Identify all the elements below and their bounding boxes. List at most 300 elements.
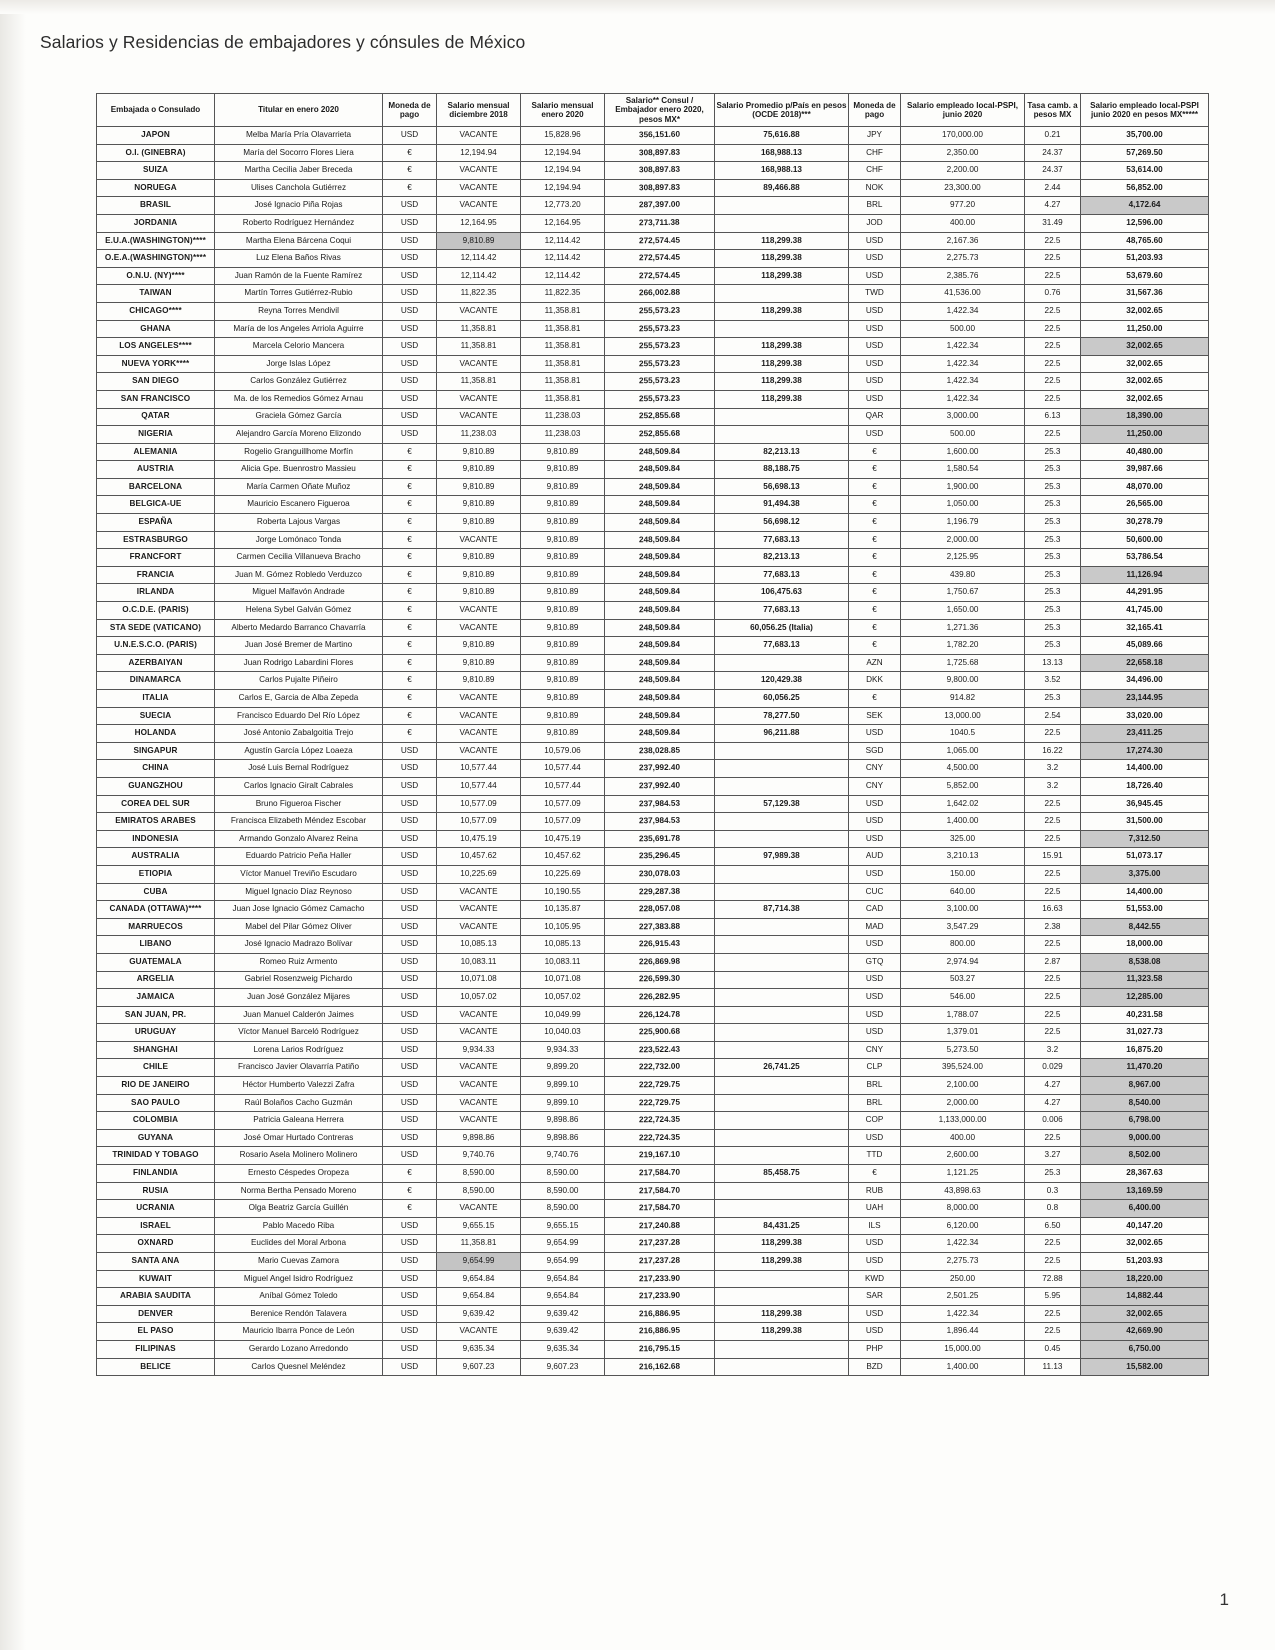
cell-moneda-local: USD <box>849 250 901 268</box>
cell-salario-local-pesos-mx: 8,538.08 <box>1081 953 1209 971</box>
cell-salario-dic2018: VACANTE <box>437 690 521 708</box>
cell-embajada: FINLANDIA <box>97 1165 215 1183</box>
cell-salario-local-pesos-mx: 23,411.25 <box>1081 725 1209 743</box>
cell-salario-ene2020: 12,114.42 <box>521 267 605 285</box>
cell-embajada: STA SEDE (VATICANO) <box>97 619 215 637</box>
cell-titular: Jorge Islas López <box>215 355 383 373</box>
cell-salario-local-pesos-mx: 18,220.00 <box>1081 1270 1209 1288</box>
cell-salario-dic2018: VACANTE <box>437 725 521 743</box>
cell-moneda-local: € <box>849 602 901 620</box>
cell-embajada: EMIRATOS ARABES <box>97 813 215 831</box>
cell-salario-local-pesos-mx: 48,765.60 <box>1081 232 1209 250</box>
cell-moneda-pago: € <box>383 672 437 690</box>
cell-tasa-cambio: 31.49 <box>1025 214 1081 232</box>
cell-embajada: FILIPINAS <box>97 1340 215 1358</box>
cell-salario-dic2018: 12,114.42 <box>437 267 521 285</box>
table-row <box>97 760 1209 778</box>
cell-moneda-local: QAR <box>849 408 901 426</box>
table-row <box>97 865 1209 883</box>
cell-salario-pesos-mx: 219,167.10 <box>605 1147 715 1165</box>
cell-tasa-cambio: 25.3 <box>1025 549 1081 567</box>
cell-titular: Romeo Ruiz Armento <box>215 953 383 971</box>
cell-embajada: ARGELIA <box>97 971 215 989</box>
cell-titular: Ulises Canchola Gutiérrez <box>215 179 383 197</box>
cell-salario-promedio: 118,299.38 <box>715 1305 849 1323</box>
cell-titular: Mario Cuevas Zamora <box>215 1253 383 1271</box>
table-row <box>97 478 1209 496</box>
cell-moneda-local: USD <box>849 320 901 338</box>
cell-moneda-pago: USD <box>383 1270 437 1288</box>
cell-salario-ene2020: 9,810.89 <box>521 602 605 620</box>
cell-salario-promedio: 118,299.38 <box>715 267 849 285</box>
salaries-table <box>96 93 1209 1376</box>
cell-salario-empleado-local: 15,000.00 <box>901 1340 1025 1358</box>
cell-salario-pesos-mx: 272,574.45 <box>605 267 715 285</box>
cell-salario-pesos-mx: 230,078.03 <box>605 865 715 883</box>
cell-moneda-pago: USD <box>383 390 437 408</box>
table-row <box>97 338 1209 356</box>
cell-embajada: IRLANDA <box>97 584 215 602</box>
cell-moneda-pago: USD <box>383 408 437 426</box>
cell-embajada: MARRUECOS <box>97 918 215 936</box>
cell-moneda-pago: USD <box>383 1129 437 1147</box>
cell-salario-dic2018: 10,577.44 <box>437 760 521 778</box>
cell-salario-ene2020: 9,810.89 <box>521 566 605 584</box>
cell-salario-pesos-mx: 248,509.84 <box>605 566 715 584</box>
cell-embajada: AZERBAIYAN <box>97 654 215 672</box>
cell-salario-pesos-mx: 255,573.23 <box>605 302 715 320</box>
cell-salario-empleado-local: 640.00 <box>901 883 1025 901</box>
cell-salario-local-pesos-mx: 8,540.00 <box>1081 1094 1209 1112</box>
cell-salario-empleado-local: 1,788.07 <box>901 1006 1025 1024</box>
cell-salario-dic2018: 9,810.89 <box>437 478 521 496</box>
cell-moneda-pago: USD <box>383 1059 437 1077</box>
cell-salario-dic2018: VACANTE <box>437 619 521 637</box>
cell-salario-ene2020: 9,810.89 <box>521 707 605 725</box>
cell-tasa-cambio: 22.5 <box>1025 989 1081 1007</box>
cell-salario-ene2020: 10,105.95 <box>521 918 605 936</box>
table-row <box>97 1041 1209 1059</box>
cell-salario-local-pesos-mx: 42,669.90 <box>1081 1323 1209 1341</box>
cell-salario-local-pesos-mx: 7,312.50 <box>1081 830 1209 848</box>
page-title: Salarios y Residencias de embajadores y cónsules de México <box>40 32 526 52</box>
cell-moneda-local: CUC <box>849 883 901 901</box>
cell-salario-local-pesos-mx: 39,987.66 <box>1081 461 1209 479</box>
cell-embajada: O.I. (GINEBRA) <box>97 144 215 162</box>
cell-salario-ene2020: 15,828.96 <box>521 127 605 145</box>
cell-tasa-cambio: 22.5 <box>1025 426 1081 444</box>
cell-moneda-pago: € <box>383 690 437 708</box>
cell-salario-ene2020: 10,577.09 <box>521 813 605 831</box>
cell-salario-promedio <box>715 1024 849 1042</box>
cell-moneda-pago: USD <box>383 1358 437 1376</box>
cell-titular: Jorge Lomónaco Tonda <box>215 531 383 549</box>
cell-tasa-cambio: 4.27 <box>1025 197 1081 215</box>
cell-salario-pesos-mx: 248,509.84 <box>605 514 715 532</box>
cell-embajada: SAN DIEGO <box>97 373 215 391</box>
cell-moneda-pago: € <box>383 179 437 197</box>
cell-salario-promedio: 118,299.38 <box>715 250 849 268</box>
cell-tasa-cambio: 25.3 <box>1025 514 1081 532</box>
cell-embajada: UCRANIA <box>97 1200 215 1218</box>
cell-salario-dic2018: VACANTE <box>437 602 521 620</box>
cell-moneda-local: USD <box>849 830 901 848</box>
cell-titular: Helena Sybel Galván Gómez <box>215 602 383 620</box>
cell-salario-pesos-mx: 217,584.70 <box>605 1165 715 1183</box>
cell-salario-empleado-local: 1,379.01 <box>901 1024 1025 1042</box>
cell-salario-dic2018: 10,085.13 <box>437 936 521 954</box>
cell-salario-empleado-local: 1,782.20 <box>901 637 1025 655</box>
cell-titular: Berenice Rendón Talavera <box>215 1305 383 1323</box>
cell-salario-ene2020: 12,164.95 <box>521 214 605 232</box>
cell-tasa-cambio: 22.5 <box>1025 373 1081 391</box>
cell-moneda-pago: USD <box>383 1217 437 1235</box>
cell-moneda-pago: € <box>383 637 437 655</box>
cell-salario-dic2018: VACANTE <box>437 531 521 549</box>
table-row <box>97 637 1209 655</box>
cell-titular: María de los Angeles Arriola Aguirre <box>215 320 383 338</box>
cell-moneda-local: BRL <box>849 197 901 215</box>
cell-embajada: SHANGHAI <box>97 1041 215 1059</box>
table-row <box>97 602 1209 620</box>
cell-embajada: SINGAPUR <box>97 742 215 760</box>
cell-salario-empleado-local: 3,210.13 <box>901 848 1025 866</box>
cell-tasa-cambio: 22.5 <box>1025 725 1081 743</box>
cell-salario-local-pesos-mx: 50,600.00 <box>1081 531 1209 549</box>
cell-moneda-local: CHF <box>849 144 901 162</box>
col-header-salario-pesos-mx: Salario** Consul / Embajador enero 2020, pesos MX* <box>605 94 715 127</box>
cell-titular: Graciela Gómez García <box>215 408 383 426</box>
table-row <box>97 1024 1209 1042</box>
table-row <box>97 901 1209 919</box>
cell-salario-empleado-local: 1,196.79 <box>901 514 1025 532</box>
cell-tasa-cambio: 25.3 <box>1025 478 1081 496</box>
cell-tasa-cambio: 2.38 <box>1025 918 1081 936</box>
cell-moneda-local: USD <box>849 1305 901 1323</box>
cell-salario-empleado-local: 1,900.00 <box>901 478 1025 496</box>
cell-salario-local-pesos-mx: 11,250.00 <box>1081 426 1209 444</box>
cell-salario-ene2020: 9,654.84 <box>521 1288 605 1306</box>
cell-salario-ene2020: 9,654.84 <box>521 1270 605 1288</box>
cell-embajada: GHANA <box>97 320 215 338</box>
cell-titular: Alejandro García Moreno Elizondo <box>215 426 383 444</box>
cell-salario-promedio: 60,056.25 <box>715 690 849 708</box>
cell-salario-ene2020: 12,194.94 <box>521 179 605 197</box>
cell-moneda-local: TWD <box>849 285 901 303</box>
cell-moneda-pago: € <box>383 478 437 496</box>
cell-salario-dic2018: 8,590.00 <box>437 1165 521 1183</box>
cell-salario-pesos-mx: 216,795.15 <box>605 1340 715 1358</box>
col-header-salario-ene2020: Salario mensual enero 2020 <box>521 94 605 127</box>
cell-salario-empleado-local: 1,422.34 <box>901 338 1025 356</box>
cell-salario-promedio: 168,988.13 <box>715 162 849 180</box>
cell-salario-ene2020: 9,810.89 <box>521 584 605 602</box>
cell-salario-pesos-mx: 217,233.90 <box>605 1270 715 1288</box>
cell-embajada: SANTA ANA <box>97 1253 215 1271</box>
cell-salario-pesos-mx: 225,900.68 <box>605 1024 715 1042</box>
cell-embajada: O.E.A.(WASHINGTON)**** <box>97 250 215 268</box>
cell-moneda-local: AUD <box>849 848 901 866</box>
cell-salario-promedio: 118,299.38 <box>715 338 849 356</box>
cell-salario-promedio: 57,129.38 <box>715 795 849 813</box>
cell-moneda-pago: € <box>383 1200 437 1218</box>
cell-salario-pesos-mx: 217,584.70 <box>605 1182 715 1200</box>
cell-salario-ene2020: 11,238.03 <box>521 426 605 444</box>
cell-salario-dic2018: 10,083.11 <box>437 953 521 971</box>
cell-tasa-cambio: 5.95 <box>1025 1288 1081 1306</box>
cell-titular: Francisca Elizabeth Méndez Escobar <box>215 813 383 831</box>
table-row <box>97 179 1209 197</box>
table-row <box>97 953 1209 971</box>
cell-salario-promedio: 118,299.38 <box>715 355 849 373</box>
cell-moneda-pago: USD <box>383 1253 437 1271</box>
table-row <box>97 267 1209 285</box>
cell-salario-ene2020: 10,040.03 <box>521 1024 605 1042</box>
cell-salario-ene2020: 11,358.81 <box>521 338 605 356</box>
table-row <box>97 285 1209 303</box>
cell-moneda-local: USD <box>849 1006 901 1024</box>
cell-salario-promedio <box>715 777 849 795</box>
cell-salario-ene2020: 9,898.86 <box>521 1112 605 1130</box>
cell-moneda-local: USD <box>849 1129 901 1147</box>
cell-salario-local-pesos-mx: 14,882.44 <box>1081 1288 1209 1306</box>
col-header-moneda-pago: Moneda de pago <box>383 94 437 127</box>
cell-embajada: URUGUAY <box>97 1024 215 1042</box>
cell-embajada: GUANGZHOU <box>97 777 215 795</box>
cell-salario-promedio <box>715 989 849 1007</box>
cell-salario-local-pesos-mx: 40,480.00 <box>1081 443 1209 461</box>
cell-embajada: CHICAGO**** <box>97 302 215 320</box>
cell-salario-ene2020: 9,899.10 <box>521 1094 605 1112</box>
cell-salario-pesos-mx: 222,724.35 <box>605 1129 715 1147</box>
cell-salario-pesos-mx: 248,509.84 <box>605 690 715 708</box>
cell-salario-empleado-local: 1,422.34 <box>901 355 1025 373</box>
table-row <box>97 725 1209 743</box>
cell-salario-empleado-local: 5,852.00 <box>901 777 1025 795</box>
cell-salario-dic2018: VACANTE <box>437 302 521 320</box>
cell-salario-empleado-local: 8,000.00 <box>901 1200 1025 1218</box>
cell-salario-ene2020: 11,822.35 <box>521 285 605 303</box>
cell-salario-empleado-local: 1,422.34 <box>901 302 1025 320</box>
cell-salario-empleado-local: 1,121.25 <box>901 1165 1025 1183</box>
cell-moneda-pago: USD <box>383 320 437 338</box>
cell-salario-pesos-mx: 248,509.84 <box>605 637 715 655</box>
cell-salario-promedio: 120,429.38 <box>715 672 849 690</box>
cell-salario-empleado-local: 1,650.00 <box>901 602 1025 620</box>
cell-salario-promedio <box>715 813 849 831</box>
cell-moneda-pago: USD <box>383 250 437 268</box>
cell-salario-promedio: 56,698.12 <box>715 514 849 532</box>
cell-tasa-cambio: 15.91 <box>1025 848 1081 866</box>
cell-salario-local-pesos-mx: 6,400.00 <box>1081 1200 1209 1218</box>
table-row <box>97 1323 1209 1341</box>
cell-salario-pesos-mx: 226,124.78 <box>605 1006 715 1024</box>
cell-salario-ene2020: 9,639.42 <box>521 1323 605 1341</box>
cell-titular: Mauricio Escanero Figueroa <box>215 496 383 514</box>
cell-salario-empleado-local: 977.20 <box>901 197 1025 215</box>
cell-titular: Eduardo Patricio Peña Haller <box>215 848 383 866</box>
cell-salario-local-pesos-mx: 41,745.00 <box>1081 602 1209 620</box>
cell-salario-ene2020: 9,654.99 <box>521 1235 605 1253</box>
cell-salario-ene2020: 11,358.81 <box>521 320 605 338</box>
table-row <box>97 1270 1209 1288</box>
cell-embajada: NORUEGA <box>97 179 215 197</box>
cell-moneda-local: CNY <box>849 777 901 795</box>
cell-embajada: O.N.U. (NY)**** <box>97 267 215 285</box>
cell-salario-dic2018: 9,810.89 <box>437 461 521 479</box>
cell-moneda-local: € <box>849 584 901 602</box>
cell-salario-empleado-local: 503.27 <box>901 971 1025 989</box>
cell-salario-dic2018: 11,358.81 <box>437 338 521 356</box>
cell-salario-empleado-local: 1,896.44 <box>901 1323 1025 1341</box>
cell-salario-pesos-mx: 235,296.45 <box>605 848 715 866</box>
cell-salario-empleado-local: 2,100.00 <box>901 1077 1025 1095</box>
table-row <box>97 971 1209 989</box>
cell-tasa-cambio: 25.3 <box>1025 566 1081 584</box>
cell-salario-promedio: 96,211.88 <box>715 725 849 743</box>
cell-tasa-cambio: 0.3 <box>1025 1182 1081 1200</box>
cell-embajada: QATAR <box>97 408 215 426</box>
cell-titular: Carlos González Gutiérrez <box>215 373 383 391</box>
cell-tasa-cambio: 22.5 <box>1025 1006 1081 1024</box>
cell-moneda-pago: USD <box>383 971 437 989</box>
cell-salario-ene2020: 10,190.55 <box>521 883 605 901</box>
cell-titular: Pablo Macedo Riba <box>215 1217 383 1235</box>
cell-salario-local-pesos-mx: 44,291.95 <box>1081 584 1209 602</box>
cell-salario-dic2018: VACANTE <box>437 1323 521 1341</box>
cell-salario-empleado-local: 439.80 <box>901 566 1025 584</box>
cell-salario-local-pesos-mx: 57,269.50 <box>1081 144 1209 162</box>
cell-salario-dic2018: 9,740.76 <box>437 1147 521 1165</box>
cell-moneda-pago: € <box>383 1165 437 1183</box>
cell-salario-pesos-mx: 237,984.53 <box>605 813 715 831</box>
cell-embajada: BELGICA-UE <box>97 496 215 514</box>
cell-moneda-pago: USD <box>383 338 437 356</box>
cell-salario-empleado-local: 325.00 <box>901 830 1025 848</box>
cell-salario-local-pesos-mx: 51,073.17 <box>1081 848 1209 866</box>
cell-salario-pesos-mx: 308,897.83 <box>605 162 715 180</box>
cell-moneda-pago: USD <box>383 302 437 320</box>
cell-titular: María del Socorro Flores Liera <box>215 144 383 162</box>
cell-moneda-pago: € <box>383 1182 437 1200</box>
cell-salario-ene2020: 11,358.81 <box>521 373 605 391</box>
cell-salario-ene2020: 10,083.11 <box>521 953 605 971</box>
cell-tasa-cambio: 16.22 <box>1025 742 1081 760</box>
cell-moneda-pago: € <box>383 531 437 549</box>
cell-moneda-local: USD <box>849 267 901 285</box>
cell-titular: Norma Bertha Pensado Moreno <box>215 1182 383 1200</box>
cell-salario-empleado-local: 500.00 <box>901 426 1025 444</box>
cell-moneda-pago: USD <box>383 373 437 391</box>
cell-moneda-pago: USD <box>383 1235 437 1253</box>
cell-moneda-pago: € <box>383 162 437 180</box>
cell-salario-promedio <box>715 320 849 338</box>
cell-salario-empleado-local: 1,271.36 <box>901 619 1025 637</box>
cell-tasa-cambio: 25.3 <box>1025 619 1081 637</box>
cell-moneda-local: € <box>849 566 901 584</box>
col-header-salario-promedio-pais: Salario Promedio p/País en pesos (OCDE 2018)*** <box>715 94 849 127</box>
table-row <box>97 1358 1209 1376</box>
cell-moneda-local: USD <box>849 795 901 813</box>
cell-salario-local-pesos-mx: 11,126.94 <box>1081 566 1209 584</box>
table-row <box>97 461 1209 479</box>
cell-salario-local-pesos-mx: 33,020.00 <box>1081 707 1209 725</box>
cell-moneda-local: USD <box>849 1323 901 1341</box>
cell-salario-dic2018: 8,590.00 <box>437 1182 521 1200</box>
cell-salario-ene2020: 9,810.89 <box>521 654 605 672</box>
cell-moneda-pago: USD <box>383 777 437 795</box>
cell-titular: Juan Rodrigo Labardini Flores <box>215 654 383 672</box>
cell-salario-ene2020: 11,358.81 <box>521 302 605 320</box>
table-row <box>97 707 1209 725</box>
table-row <box>97 443 1209 461</box>
table-row <box>97 531 1209 549</box>
cell-tasa-cambio: 22.5 <box>1025 936 1081 954</box>
table-row <box>97 1200 1209 1218</box>
cell-salario-promedio <box>715 1182 849 1200</box>
cell-moneda-local: CLP <box>849 1059 901 1077</box>
cell-moneda-local: CNY <box>849 760 901 778</box>
table-row <box>97 1112 1209 1130</box>
cell-tasa-cambio: 0.76 <box>1025 285 1081 303</box>
cell-salario-pesos-mx: 266,002.88 <box>605 285 715 303</box>
cell-salario-local-pesos-mx: 32,002.65 <box>1081 390 1209 408</box>
cell-salario-local-pesos-mx: 31,027.73 <box>1081 1024 1209 1042</box>
cell-salario-ene2020: 11,358.81 <box>521 390 605 408</box>
cell-titular: Carlos Quesnel Meléndez <box>215 1358 383 1376</box>
table-row <box>97 1059 1209 1077</box>
cell-salario-local-pesos-mx: 32,165.41 <box>1081 619 1209 637</box>
cell-salario-dic2018: 11,358.81 <box>437 1235 521 1253</box>
cell-tasa-cambio: 3.27 <box>1025 1147 1081 1165</box>
cell-tasa-cambio: 2.44 <box>1025 179 1081 197</box>
cell-salario-promedio: 118,299.38 <box>715 390 849 408</box>
cell-embajada: INDONESIA <box>97 830 215 848</box>
cell-salario-pesos-mx: 237,984.53 <box>605 795 715 813</box>
cell-salario-pesos-mx: 222,732.00 <box>605 1059 715 1077</box>
col-header-salario-dic2018: Salario mensual diciembre 2018 <box>437 94 521 127</box>
cell-salario-dic2018: VACANTE <box>437 883 521 901</box>
cell-salario-local-pesos-mx: 11,470.20 <box>1081 1059 1209 1077</box>
col-header-salario-empleado-local: Salario empleado local-PSPI, junio 2020 <box>901 94 1025 127</box>
cell-salario-empleado-local: 5,273.50 <box>901 1041 1025 1059</box>
cell-salario-ene2020: 9,810.89 <box>521 443 605 461</box>
cell-salario-dic2018: 9,810.89 <box>437 443 521 461</box>
cell-salario-pesos-mx: 217,240.88 <box>605 1217 715 1235</box>
cell-moneda-pago: USD <box>383 1112 437 1130</box>
cell-salario-local-pesos-mx: 51,203.93 <box>1081 250 1209 268</box>
cell-moneda-local: USD <box>849 338 901 356</box>
cell-salario-dic2018: VACANTE <box>437 390 521 408</box>
cell-salario-promedio: 106,475.63 <box>715 584 849 602</box>
cell-salario-empleado-local: 2,200.00 <box>901 162 1025 180</box>
cell-salario-dic2018: VACANTE <box>437 1094 521 1112</box>
cell-salario-pesos-mx: 226,869.98 <box>605 953 715 971</box>
cell-salario-dic2018: 11,358.81 <box>437 373 521 391</box>
cell-moneda-local: BZD <box>849 1358 901 1376</box>
cell-salario-local-pesos-mx: 51,553.00 <box>1081 901 1209 919</box>
cell-salario-empleado-local: 395,524.00 <box>901 1059 1025 1077</box>
cell-embajada: ETIOPIA <box>97 865 215 883</box>
cell-moneda-local: USD <box>849 1024 901 1042</box>
table-row <box>97 302 1209 320</box>
cell-moneda-pago: USD <box>383 1305 437 1323</box>
cell-titular: Carmen Cecilia Villanueva Bracho <box>215 549 383 567</box>
cell-salario-promedio <box>715 1006 849 1024</box>
table-row <box>97 144 1209 162</box>
cell-salario-promedio: 77,683.13 <box>715 602 849 620</box>
cell-moneda-pago: USD <box>383 989 437 1007</box>
